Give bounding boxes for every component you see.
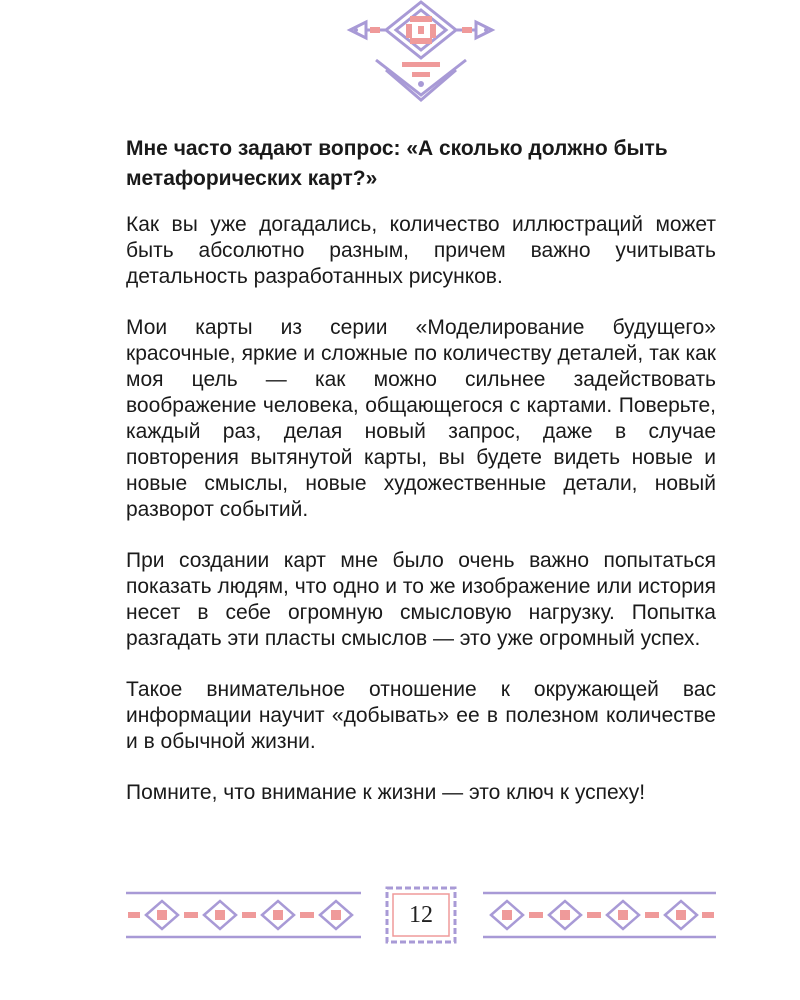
page-number-box bbox=[384, 885, 458, 945]
paragraph-4: Такое внимательное отношение к окружающей вас информации научит «добывать» ее в полезном количестве и в обычной жизни. bbox=[126, 678, 716, 753]
section-heading: Мне часто задают вопрос: «А сколько должно быть метафорических карт?» bbox=[126, 137, 668, 190]
page-number: 12 bbox=[409, 902, 433, 928]
paragraph-5: Помните, что внимание к жизни — это ключ к успеху! bbox=[126, 781, 646, 804]
paragraph-1: Как вы уже догадались, количество иллюстраций может быть абсолютно разным, причем важно учитывать детальность разработанных рисунков. bbox=[126, 213, 716, 288]
footer-ornament-left bbox=[126, 885, 361, 945]
top-embroidery-ornament bbox=[346, 0, 496, 104]
article-body bbox=[126, 134, 716, 831]
footer-ornament-right bbox=[483, 885, 716, 945]
paragraph-2: Мои карты из серии «Моделирование будущего» красочные, яркие и сложные по количеству деталей, так как моя цель — как можно сильнее задействовать воображение человека, общающегося с картами. Поверьте, каждый раз, делая новый запрос, даже в случае повторения вытянутой карты, вы будете видеть новые и новые смыслы, новые художественные детали, новый разворот событий. bbox=[126, 316, 716, 521]
paragraph-3: При создании карт мне было очень важно попытаться показать людям, что одно и то же изображение или история несет в себе огромную смысловую нагрузку. Попытка разгадать эти пласты смыслов — это уже огромный успех. bbox=[126, 549, 716, 650]
page-footer bbox=[126, 885, 716, 945]
